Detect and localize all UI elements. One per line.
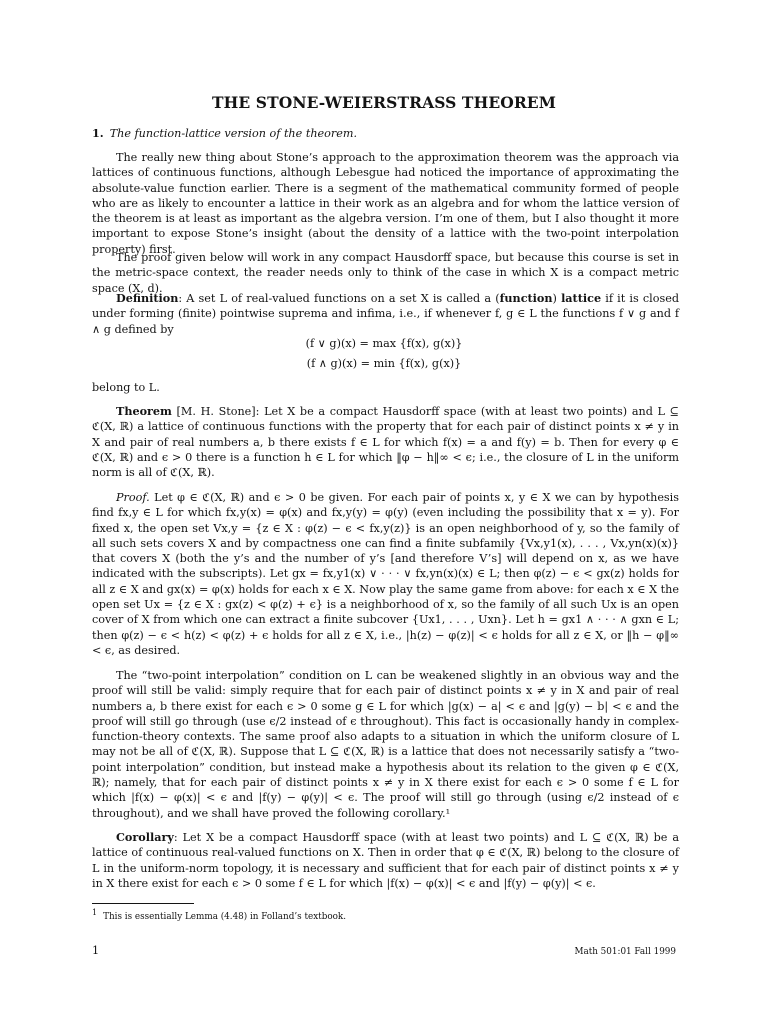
equation-sup: (f ∨ g)(x) = max {f(x), g(x)}: [305, 337, 463, 350]
footnote-text: This is essentially Lemma (4.48) in Folland’s textbook.: [103, 911, 347, 922]
corollary-text: : Let X be a compact Hausdorff space (with at least two points) and L ⊆ ℭ(X, ℝ) be a lattice of continuous real-valued functions on X. Then in order that φ ∈ ℭ(X, ℝ) belong to the closure of L in the uniform-norm topology, it is necessary and sufficient that for each pair of distinct points x ≠ y in X there exist for each ϵ > 0 some f ∈ L for which |f(x) − φ(x)| < ϵ and |f(y) − φ(y)| < ϵ.: [92, 831, 679, 890]
proof-paragraph: [92, 490, 679, 658]
page-title: THE STONE-WEIERSTRASS THEOREM: [212, 93, 556, 112]
corollary-label: Corollary: [116, 830, 174, 844]
proof-text: Let φ ∈ ℭ(X, ℝ) and ϵ > 0 be given. For each pair of points x, y ∈ X we can by hypothesis find fx,y ∈ L for which fx,y(x) = φ(x) and fx,y(y) = φ(y) (even including the possibility that x = y). For fixed x, the open set Vx,y = {z ∈ X : φ(z) − ϵ < fx,y(z)} is an open neighborhood of y, so the family of all such sets covers X and by compactness one can find a finite subfamily {Vx,y1(x), . . . , Vx,yn(x)(x)} that covers X (both the y’s and the number of y’s [and therefore V’s] will depend on x, as we have indicated with the subscripts). Let gx = fx,y1(x) ∨ · · · ∨ fx,yn(x)(x) ∈ L; then φ(z) − ϵ < gx(z) holds for all z ∈ X and gx(x) = φ(x) holds for each x ∈ X. Now play the same game from above: for each x ∈ X the open set Ux = {z ∈ X : gx(z) < φ(z) + ϵ} is a neighborhood of x, so the family of all such Ux is an open cover of X from which one can extract a finite subcover {Ux1, . . . , Uxn}. Let h = gx1 ∧ · · · ∧ gxn ∈ L; then φ(z) − ϵ < h(z) < φ(z) + ϵ holds for all z ∈ X, i.e., |h(z) − φ(z)| < ϵ holds for all z ∈ X, or ‖h − φ‖∞ < ϵ, as desired.: [92, 491, 679, 657]
section-number: 1.: [92, 126, 104, 140]
corollary-paragraph: [92, 830, 679, 891]
course-label: Math 501:01 Fall 1999: [574, 947, 676, 957]
theorem-paragraph: [92, 404, 679, 480]
theorem-text: [M. H. Stone]: Let X be a compact Hausdorff space (with at least two points) and L ⊆ ℭ(X, ℝ) a lattice of continuous functions with the property that for each pair of distinct points x ≠ y in X and pair of real numbers a, b there exists f ∈ L for which f(x) = a and f(y) = b. Then for every φ ∈ ℭ(X, ℝ) and ϵ > 0 there is a function h ∈ L for which ‖φ − h‖∞ < ϵ; i.e., the closure of L in the uniform norm is all of ℭ(X, ℝ).: [92, 405, 679, 480]
definition-text-a: : A set L of real-valued functions on a set X is called a (: [178, 292, 500, 305]
remark-paragraph: The “two-point interpolation” condition on L can be weakened slightly in an obvious way and the proof will still be valid: simply require that for each pair of distinct points x ≠ y in X and pair of real numbers a, b there exist for each ϵ > 0 some g ∈ L for which |g(x) − a| < ϵ and |g(y) − b| < ϵ and the proof will still go through (use ϵ/2 instead of ϵ throughout). This fact is occasionally handy in complex-function-theory contexts. The same proof also adapts to a situation in which the uniform closure of L may not be all of ℭ(X, ℝ). Suppose that L ⊆ ℭ(X, ℝ) is a lattice that does not necessarily satisfy a “two-point interpolation” condition, but instead make a hypothesis about its relation to the given φ ∈ ℭ(X, ℝ); namely, that for each pair of distinct points x ≠ y in X there exist for each ϵ > 0 some f ∈ L for which |f(x) − φ(x)| < ϵ and |f(y) − φ(y)| < ϵ. The proof will still go through (using ϵ/2 instead of ϵ throughout), and we shall have proved the following corollary.¹: [92, 669, 679, 820]
definition-bold-function: function: [499, 291, 553, 305]
definition-bold-lattice: lattice: [561, 291, 602, 305]
definition-label: Definition: [116, 291, 179, 305]
footnote: [92, 907, 346, 923]
definition-text-b: ): [552, 292, 562, 305]
section-heading: [92, 126, 357, 140]
belong-line: belong to L.: [92, 381, 160, 394]
page-number: 1: [92, 944, 100, 957]
intro-paragraph: The really new thing about Stone’s approach to the approximation theorem was the approach via lattices of continuous functions, although Lebesgue had noticed the importance of approximating the absolute-value function earlier. There is a segment of the mathematical community formed of people who are as likely to encounter a lattice in their work as an algebra and for whom the lattice version of the theorem is at least as important as the algebra version. I’m one of them, but I also thought it more important to expose Stone’s insight (about the density of a lattice with the two-point interpolation property) first.: [92, 151, 679, 256]
definition-paragraph: [92, 291, 679, 337]
equation-inf: (f ∧ g)(x) = min {f(x), g(x)}: [306, 357, 462, 370]
footnote-rule: [92, 903, 194, 904]
context-paragraph: The proof given below will work in any compact Hausdorff space, but because this course is set in the metric-space context, the reader needs only to think of the case in which X is a compact metric space (X, d).: [92, 251, 679, 295]
footnote-mark: 1: [92, 908, 98, 917]
proof-label: Proof.: [116, 491, 150, 504]
definition-text-c: if it is closed under forming (finite) pointwise suprema and infima, i.e., if whenever f, g ∈ L the functions f ∨ g and f ∧ g defined by: [92, 292, 679, 336]
theorem-label: Theorem: [116, 404, 172, 418]
section-title: The function-lattice version of the theorem.: [109, 127, 358, 140]
